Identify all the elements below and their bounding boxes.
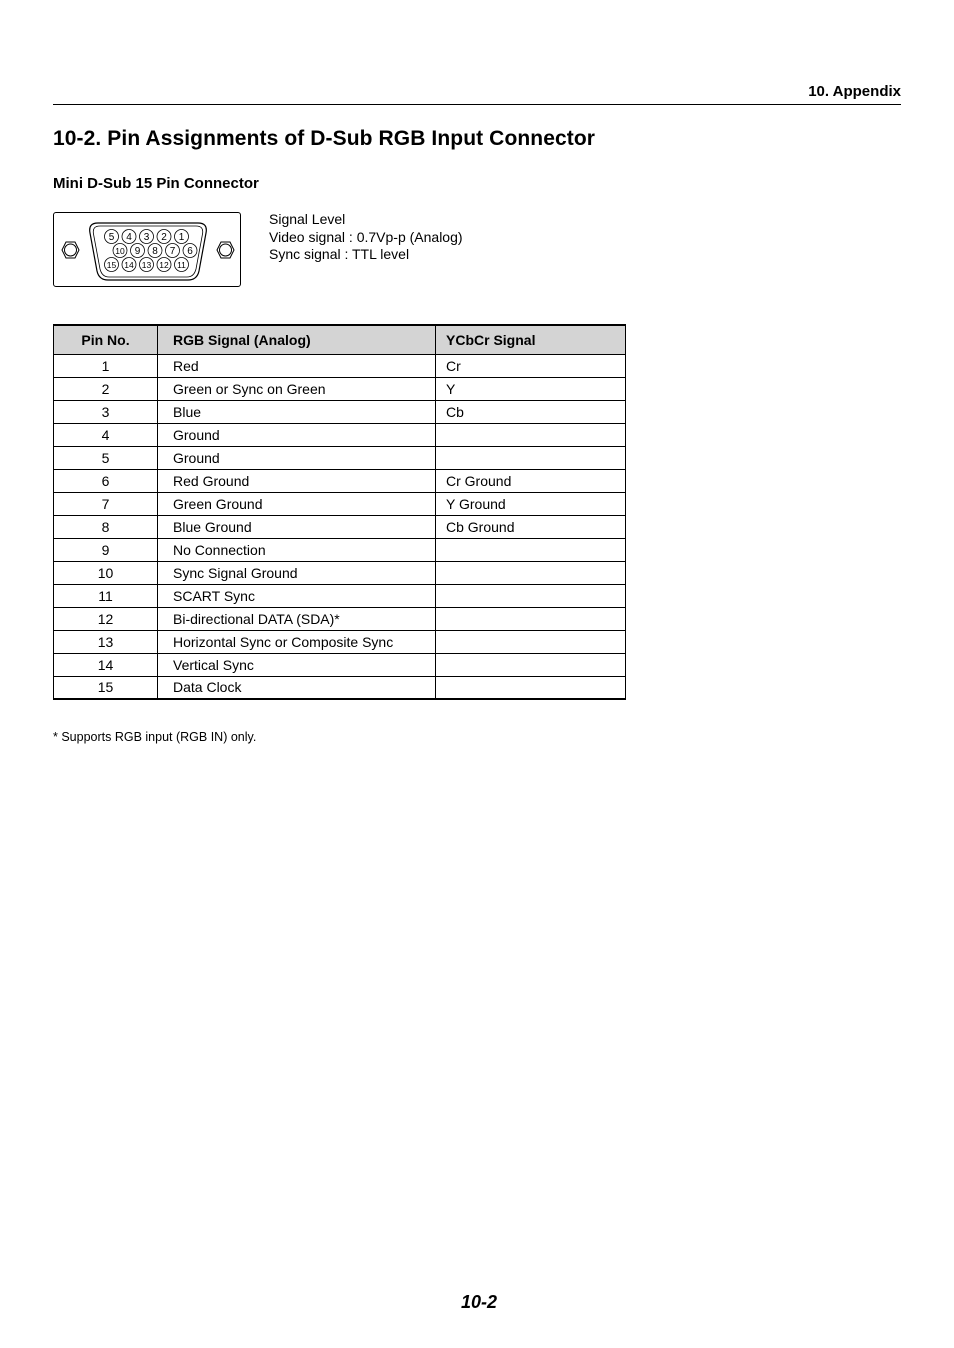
pin-number: 2 [54,377,158,400]
connector-pins [105,230,198,272]
ycbcr-signal: Y Ground [436,492,626,515]
table-row [54,538,626,561]
rgb-signal: Red Ground [158,469,436,492]
pin-number: 4 [54,423,158,446]
ycbcr-signal [436,584,626,607]
section-title: Mini D-Sub 15 Pin Connector [53,175,259,192]
connector-pin-label: 11 [177,259,186,270]
rgb-signal: Data Clock [158,676,436,699]
ycbcr-signal [436,446,626,469]
connector-pin-label: 5 [108,231,115,243]
pin-number: 7 [54,492,158,515]
pin-number: 11 [54,584,158,607]
connector-pin-label: 7 [169,245,176,257]
rgb-signal: Horizontal Sync or Composite Sync [158,630,436,653]
d-sub-connector-drawing [54,213,242,288]
connector-pin-label: 13 [141,259,152,270]
pin-number: 15 [54,676,158,699]
rgb-signal: Bi-directional DATA (SDA)* [158,607,436,630]
connector-pin-label: 8 [152,245,158,257]
pin-number: 12 [54,607,158,630]
connector-pin-label: 1 [178,231,185,243]
header-rule [53,104,901,105]
table-row [54,492,626,515]
connector-pin-label: 4 [126,231,132,243]
connector-pin-label: 3 [143,231,150,243]
signal-level-heading: Signal Level [269,211,346,227]
pin-number: 3 [54,400,158,423]
pin-assignment-table [53,324,626,700]
ycbcr-signal [436,653,626,676]
header-rgb-signal: RGB Signal (Analog) [158,325,436,354]
pin-number: 8 [54,515,158,538]
connector-pin-label: 14 [124,259,134,270]
table-row [54,400,626,423]
pin-number: 6 [54,469,158,492]
video-signal-text: Video signal : 0.7Vp-p (Analog) [269,228,463,245]
page-number: 10-2 [461,1292,498,1312]
ycbcr-signal: Cb Ground [436,515,626,538]
ycbcr-signal: Cb [436,400,626,423]
connector-diagram [53,212,241,287]
rgb-signal: SCART Sync [158,584,436,607]
ycbcr-signal [436,630,626,653]
ycbcr-signal [436,423,626,446]
table-row [54,446,626,469]
rgb-signal: Blue [158,400,436,423]
table-row [54,377,626,400]
table-row [54,653,626,676]
connector-pin-label: 2 [161,231,167,243]
pin-number: 13 [54,630,158,653]
connector-pin-label: 15 [106,259,117,270]
ycbcr-signal [436,561,626,584]
ycbcr-signal [436,607,626,630]
rgb-signal: Blue Ground [158,515,436,538]
pin-number: 1 [54,354,158,377]
signal-level-info [269,211,463,264]
left-screw-icon [62,242,79,258]
sync-signal-text: Sync signal : TTL level [269,246,410,262]
ycbcr-signal [436,538,626,561]
header-pin-no: Pin No. [54,325,158,354]
table-row [54,423,626,446]
pin-number: 5 [54,446,158,469]
footnote: * Supports RGB input (RGB IN) only. [53,730,257,744]
rgb-signal: Ground [158,446,436,469]
table-row [54,630,626,653]
ycbcr-signal: Cr [436,354,626,377]
rgb-signal: Ground [158,423,436,446]
pin-number: 14 [54,653,158,676]
ycbcr-signal: Y [436,377,626,400]
pin-number: 9 [54,538,158,561]
right-screw-icon [217,242,234,258]
connector-pin-label: 10 [115,245,125,256]
page-title: 10-2. Pin Assignments of D-Sub RGB Input Connector [53,127,596,150]
rgb-signal: Vertical Sync [158,653,436,676]
table-row [54,515,626,538]
table-row [54,607,626,630]
table-row [54,469,626,492]
section-header: 10. Appendix [808,83,901,100]
connector-pin-label: 12 [159,259,169,270]
rgb-signal: Green Ground [158,492,436,515]
rgb-signal: Sync Signal Ground [158,561,436,584]
ycbcr-signal: Cr Ground [436,469,626,492]
table-row [54,676,626,699]
header-ycbcr-signal: YCbCr Signal [436,325,626,354]
connector-pin-label: 6 [187,245,193,257]
rgb-signal: No Connection [158,538,436,561]
table-row [54,561,626,584]
pin-number: 10 [54,561,158,584]
table-header-row [54,325,626,354]
table-row [54,584,626,607]
rgb-signal: Red [158,354,436,377]
table-row [54,354,626,377]
rgb-signal: Green or Sync on Green [158,377,436,400]
ycbcr-signal [436,676,626,699]
connector-pin-label: 9 [134,245,141,257]
